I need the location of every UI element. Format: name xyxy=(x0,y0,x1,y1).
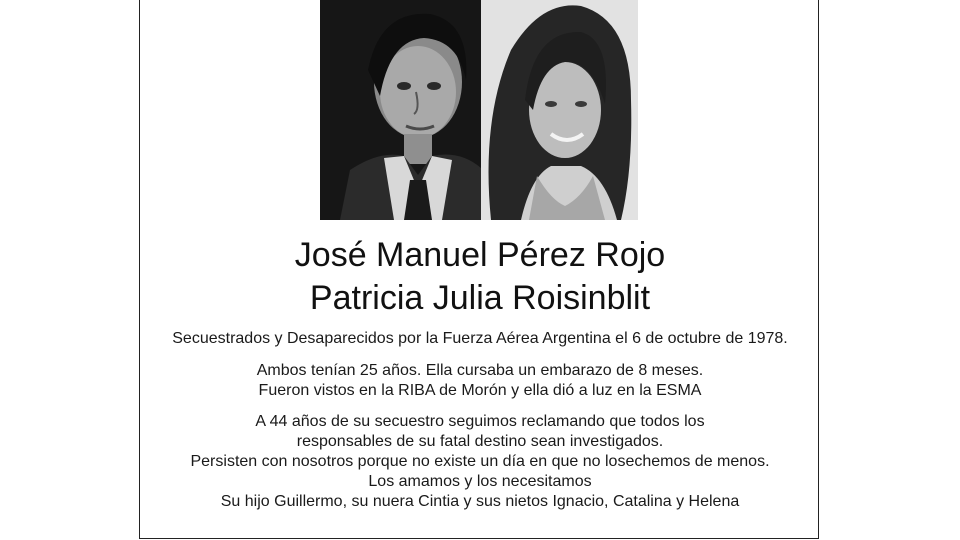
message-line-2: responsables de su fatal destino sean investigados. xyxy=(296,433,664,450)
message-line-3: Persisten con nosotros porque no existe un día en que no losechemos de menos. xyxy=(190,453,770,470)
statement-text xyxy=(140,329,820,349)
portrait-patricia-julia xyxy=(481,0,638,220)
details-paragraph xyxy=(140,361,820,401)
message-line-1: A 44 años de su secuestro seguimos reclamando que todos los xyxy=(255,413,705,430)
portrait-jose-manuel xyxy=(320,0,481,220)
portrait-woman-image xyxy=(481,0,638,220)
portrait-man-image xyxy=(320,0,481,220)
message-line-4: Los amamos y los necesitamos xyxy=(368,473,592,490)
name-jose-manuel: José Manuel Pérez Rojo xyxy=(294,236,666,274)
details-line-1: Ambos tenían 25 años. Ella cursaba un embarazo de 8 meses. xyxy=(256,362,704,379)
message-paragraph xyxy=(140,412,820,512)
signature-line: Su hijo Guillermo, su nuera Cintia y sus nietos Ignacio, Catalina y Helena xyxy=(220,493,740,510)
name-patricia-julia: Patricia Julia Roisinblit xyxy=(309,279,651,317)
portrait-photos xyxy=(320,0,638,220)
statement-line: Secuestrados y Desaparecidos por la Fuerza Aérea Argentina el 6 de octubre de 1978. xyxy=(172,330,788,347)
memorial-notice xyxy=(139,0,819,539)
details-line-2: Fueron vistos en la RIBA de Morón y ella dió a luz en la ESMA xyxy=(258,382,702,399)
